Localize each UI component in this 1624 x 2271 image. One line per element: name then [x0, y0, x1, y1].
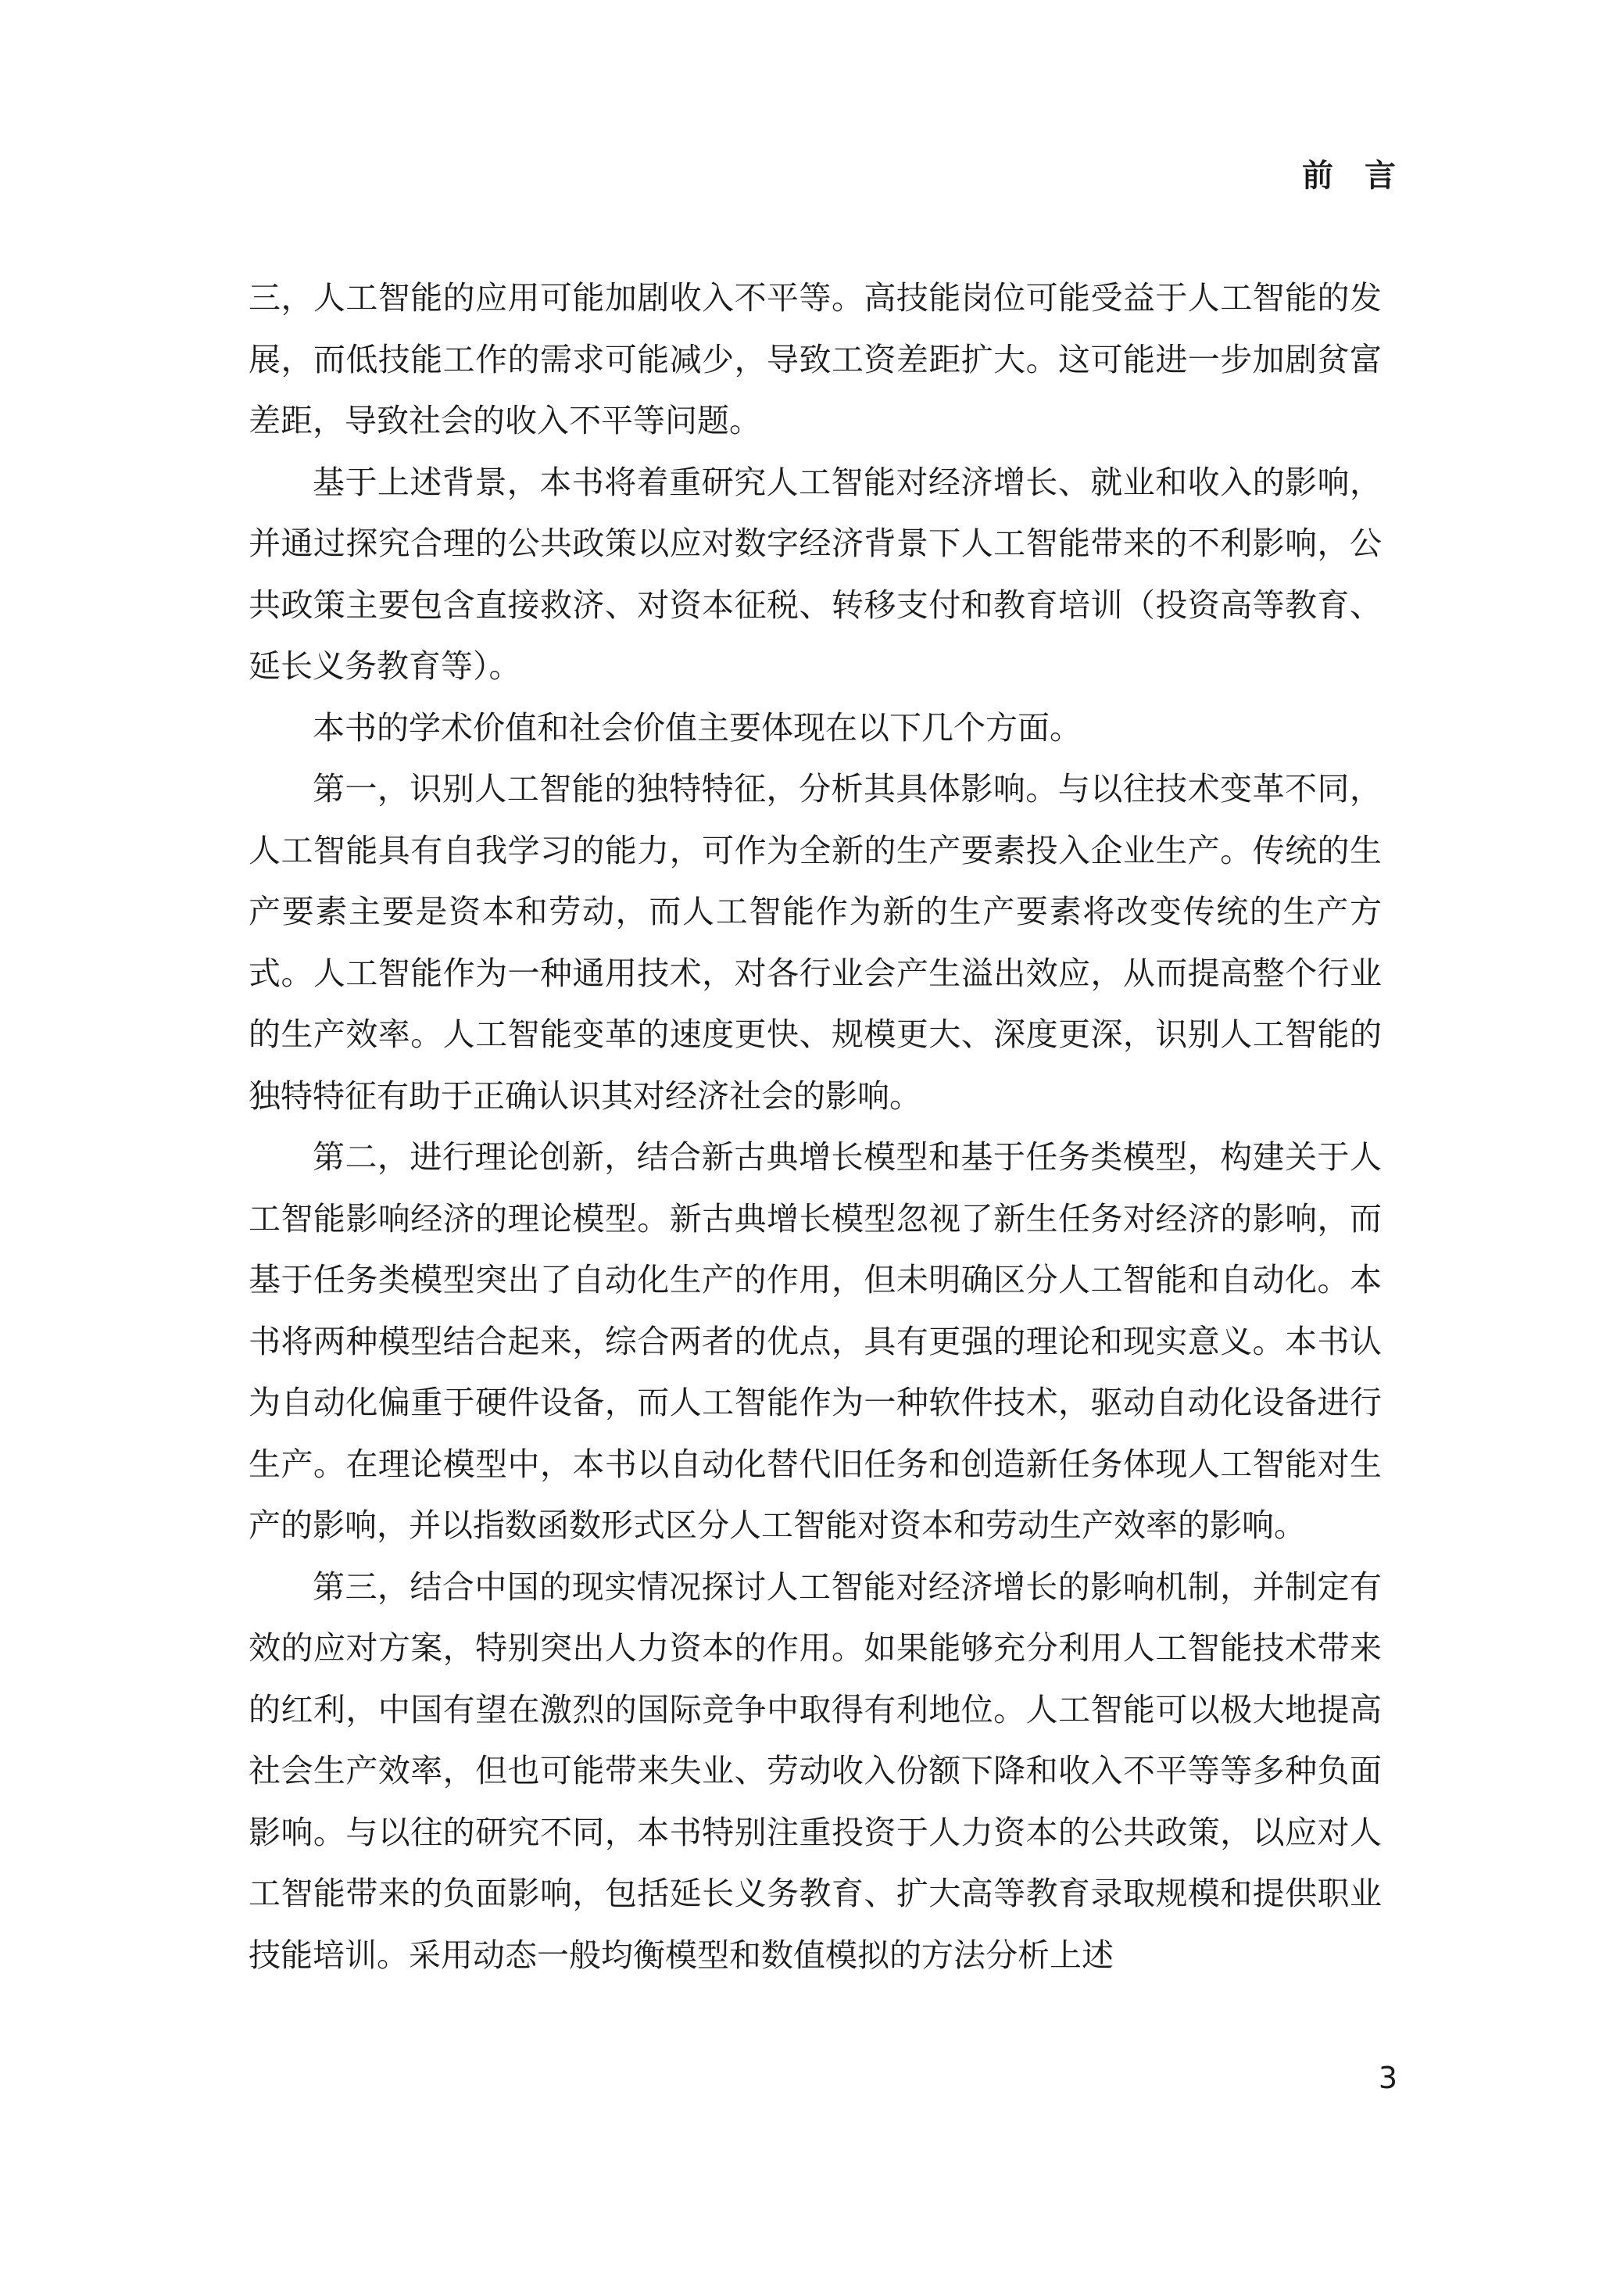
paragraph-second: 第二，进行理论创新，结合新古典增长模型和基于任务类模型，构建关于人工智能影响经济的理论模型。新古典增长模型忽视了新生任务对经济的影响，而基于任务类模型突出了自动化生产的作用，但未明确区分人工智能和自动化。本书将两种模型结合起来，综合两者的优点，具有更强的理论和现实意义。本书认为自动化偏重于硬件设备，而人工智能作为一种软件技术，驱动自动化设备进行生产。在理论模型中，本书以自动化替代旧任务和创造新任务体现人工智能对生产的影响，并以指数函数形式区分人工智能对资本和劳动生产效率的影响。	[249, 1138, 1382, 1544]
body-text	[249, 267, 1382, 1986]
page-number: 3	[1378, 2061, 1397, 2095]
paragraph-background: 基于上述背景，本书将着重研究人工智能对经济增长、就业和收入的影响，并通过探究合理的公共政策以应对数字经济背景下人工智能带来的不利影响，公共政策主要包含直接救济、对资本征税、转移支付和教育培训（投资高等教育、延长义务教育等）。	[249, 463, 1382, 685]
running-header-title: 前言	[1302, 158, 1427, 194]
paragraph-value-intro: 本书的学术价值和社会价值主要体现在以下几个方面。	[313, 708, 1082, 747]
paragraph-continued: 三，人工智能的应用可能加剧收入不平等。高技能岗位可能受益于人工智能的发展，而低技能工作的需求可能减少，导致工资差距扩大。这可能进一步加剧贫富差距，导致社会的收入不平等问题。	[249, 279, 1382, 439]
paragraph-third: 第三，结合中国的现实情况探讨人工智能对经济增长的影响机制，并制定有效的应对方案，特别突出人力资本的作用。如果能够充分利用人工智能技术带来的红利，中国有望在激烈的国际竞争中取得有利地位。人工智能可以极大地提高社会生产效率，但也可能带来失业、劳动收入份额下降和收入不平等等多种负面影响。与以往的研究不同，本书特别注重投资于人力资本的公共政策，以应对人工智能带来的负面影响，包括延长义务教育、扩大高等教育录取规模和提供职业技能培训。采用动态一般均衡模型和数值模拟的方法分析上述	[249, 1567, 1382, 1974]
paragraph-first: 第一，识别人工智能的独特特征，分析其具体影响。与以往技术变革不同，人工智能具有自我学习的能力，可作为全新的生产要素投入企业生产。传统的生产要素主要是资本和劳动，而人工智能作为新的生产要素将改变传统的生产方式。人工智能作为一种通用技术，对各行业会产生溢出效应，从而提高整个行业的生产效率。人工智能变革的速度更快、规模更大、深度更深，识别人工智能的独特特征有助于正确认识其对经济社会的影响。	[249, 770, 1382, 1115]
